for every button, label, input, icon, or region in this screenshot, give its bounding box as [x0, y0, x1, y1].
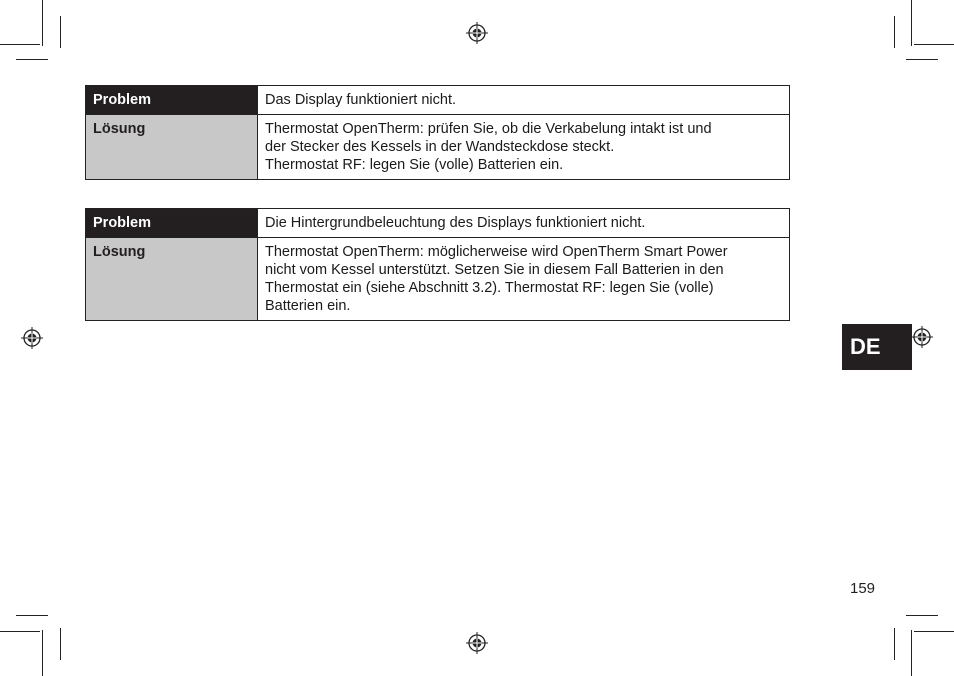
- crop-mark: [42, 630, 43, 676]
- solution-line: Thermostat OpenTherm: prüfen Sie, ob die Verkabelung intakt ist und: [265, 121, 712, 137]
- solution-line: nicht vom Kessel unterstützt. Setzen Sie in diesem Fall Batterien in den: [265, 262, 724, 278]
- solution-line: Thermostat OpenTherm: möglicherweise wird OpenTherm Smart Power: [265, 244, 728, 260]
- crop-mark: [0, 631, 40, 632]
- crop-mark: [914, 631, 954, 632]
- crop-mark: [894, 628, 895, 660]
- crop-mark: [60, 628, 61, 660]
- crop-mark: [42, 0, 43, 46]
- language-tab-label: DE: [850, 334, 881, 359]
- crop-mark: [16, 59, 48, 60]
- problem-label: Problem: [86, 209, 258, 238]
- solution-label: Lösung: [86, 115, 258, 180]
- crop-mark: [894, 16, 895, 48]
- registration-mark-icon: [911, 326, 933, 348]
- solution-row: [86, 115, 790, 180]
- solution-line: Thermostat ein (siehe Abschnitt 3.2). Thermostat RF: legen Sie (volle): [265, 280, 714, 296]
- solution-text: [258, 115, 790, 180]
- problem-row: [86, 86, 790, 115]
- problem-row: [86, 209, 790, 238]
- solution-row: [86, 238, 790, 321]
- problem-label: Problem: [86, 86, 258, 115]
- crop-mark: [914, 44, 954, 45]
- crop-mark: [911, 0, 912, 46]
- crop-mark: [906, 615, 938, 616]
- crop-mark: [911, 630, 912, 676]
- registration-mark-icon: [466, 632, 488, 654]
- solution-line: Thermostat RF: legen Sie (volle) Batterien ein.: [265, 157, 564, 173]
- registration-mark-icon: [21, 327, 43, 349]
- solution-text: [258, 238, 790, 321]
- solution-line: der Stecker des Kessels in der Wandsteckdose steckt.: [265, 139, 615, 155]
- problem-text: Das Display funktioniert nicht.: [258, 86, 790, 115]
- language-tab: [842, 324, 912, 370]
- troubleshoot-table: [85, 208, 790, 321]
- registration-mark-icon: [466, 22, 488, 44]
- troubleshoot-table: [85, 85, 790, 180]
- problem-text: Die Hintergrundbeleuchtung des Displays funktioniert nicht.: [258, 209, 790, 238]
- crop-mark: [16, 615, 48, 616]
- crop-mark: [0, 44, 40, 45]
- crop-mark: [906, 59, 938, 60]
- solution-line: Batterien ein.: [265, 298, 351, 314]
- page-number: 159: [850, 580, 876, 597]
- crop-mark: [60, 16, 61, 48]
- solution-label: Lösung: [86, 238, 258, 321]
